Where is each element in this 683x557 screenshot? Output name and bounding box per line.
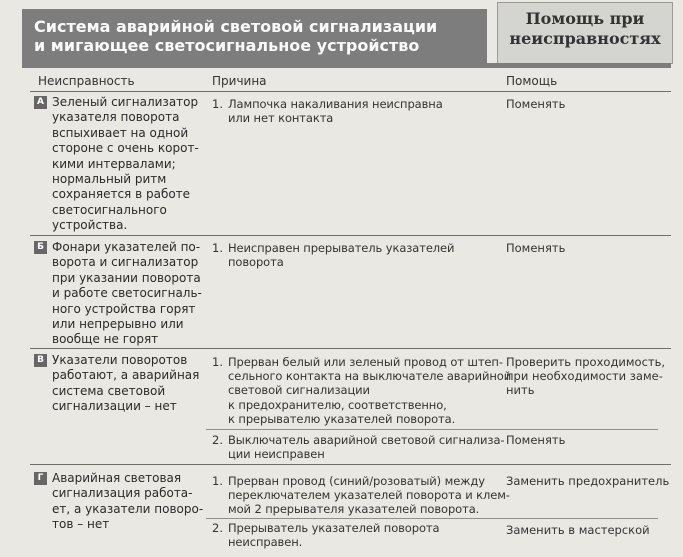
fault-text: Зеленый сигнализатор указателя поворота вспыхивает на одной стороне с очень корот- кими интервалами; нормальный ритм сохраняется в работе светосигнального устройства. <box>52 95 199 233</box>
cause-text: Лампочка накаливания неисправна или нет контакта <box>228 97 443 126</box>
section-header <box>22 9 487 63</box>
cause-number: 1. <box>212 474 223 488</box>
help-text: Проверить проходимость, при необходимости заме- нить <box>506 355 666 398</box>
row-letter-badge: А <box>34 96 47 109</box>
header-bar <box>22 63 671 68</box>
row-divider <box>30 464 671 465</box>
section-title: Система аварийной световой сигнализации и мигающее светосигнальное устройство <box>34 17 438 55</box>
cause-number: 1. <box>212 241 223 255</box>
cause-number: 2. <box>212 521 223 535</box>
cause-number: 1. <box>212 355 223 369</box>
column-header-help: Помощь <box>506 74 558 88</box>
cause-text: Прерван белый или зеленый провод от штеп- сельного контакта на выключателе аварийной световой сигнализации к предохранителю, соответственно, к прерывателю указателей поворота. <box>228 355 512 426</box>
cause-text: Неисправен прерыватель указателей поворота <box>228 241 455 270</box>
help-text: Заменить в мастерской <box>506 523 650 537</box>
help-text: Поменять <box>506 97 566 111</box>
column-header-fault: Неисправность <box>38 74 135 88</box>
fault-text: Аварийная световая сигнализация работа- ет, а указатели поворо- тов – нет <box>52 471 204 532</box>
row-divider <box>30 235 671 236</box>
cause-number: 2. <box>212 433 223 447</box>
cause-text: Выключатель аварийной световой сигнализа- ции неисправен <box>228 433 505 462</box>
cause-text: Прерыватель указателей поворота неисправен. <box>228 521 440 550</box>
row-letter-badge: Б <box>34 241 47 254</box>
sub-row-divider <box>206 518 658 519</box>
column-header-cause: Причина <box>212 74 267 88</box>
header-divider <box>30 91 671 92</box>
help-text: Поменять <box>506 433 566 447</box>
cause-number: 1. <box>212 97 223 111</box>
row-letter-badge: Г <box>34 472 47 485</box>
cause-text: Прерван провод (синий/розоватый) между переключателем указателей поворота и клем- мой 2 прерывателя указателей поворота. <box>228 474 510 517</box>
fault-text: Указатели поворотов работают, а аварийная система световой сигнализации – нет <box>52 353 200 414</box>
help-text: Поменять <box>506 241 566 255</box>
row-letter-badge: В <box>34 354 47 367</box>
help-title: Помощь при неисправностях <box>509 9 661 48</box>
fault-text: Фонари указателей по- ворота и сигнализатор при указании поворота и работе светосигналь- ного устройства горят или непрерывно или вообще не горят <box>52 240 202 347</box>
help-title-box <box>497 2 673 64</box>
sub-row-divider <box>206 429 658 430</box>
help-text: Заменить предохранитель <box>506 474 670 488</box>
row-divider <box>30 348 671 349</box>
